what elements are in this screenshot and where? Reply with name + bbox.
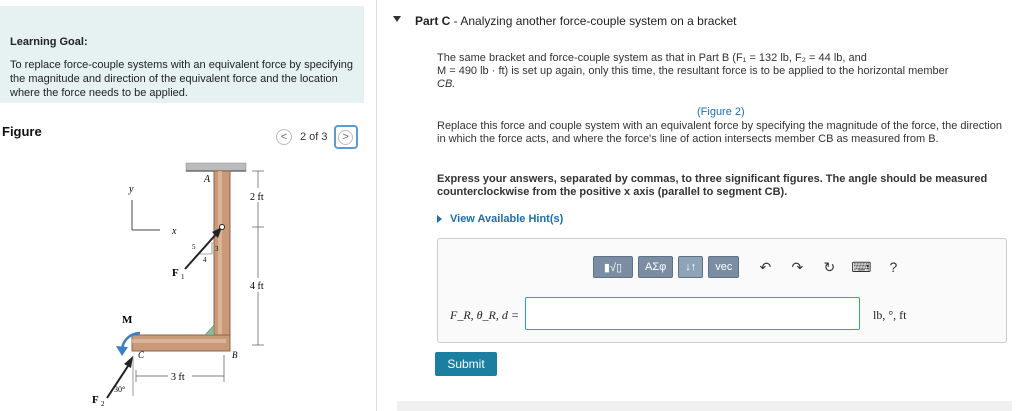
answer-instructions: Express your answers, separated by commas, to three significant figures. The angle should be measured counterclockwise from the positive x axis (parallel to segment CB).: [437, 173, 988, 198]
arrows-button[interactable]: ↓↑: [678, 256, 703, 278]
svg-text:5: 5: [192, 243, 196, 251]
angle-label: 30°: [114, 385, 126, 394]
figure-link[interactable]: (Figure 2): [697, 106, 745, 118]
left-panel: [0, 0, 376, 411]
part-header[interactable]: [415, 14, 737, 28]
answer-label: F_R, θ_R, d =: [450, 308, 519, 322]
wall-support: [186, 163, 246, 171]
answer-area: [437, 238, 1007, 343]
svg-text:4: 4: [203, 256, 207, 264]
collapse-caret-icon[interactable]: [393, 16, 401, 22]
task-description: Replace this force and couple system with an equivalent force by specifying the magnitude of the force, the direction in which the force acts, and where the force's line of action intersects member CB as measured from B.: [437, 120, 1002, 145]
slope-triangle: [200, 242, 212, 254]
figure-label: Figure: [2, 124, 42, 139]
keyboard-icon[interactable]: ⌨: [851, 258, 872, 275]
expand-triangle-icon: [437, 215, 442, 223]
help-button[interactable]: ?: [889, 259, 898, 275]
bracket-figure: [0, 150, 330, 411]
x-axis-label: x: [172, 226, 177, 237]
f2-label: F: [92, 394, 99, 406]
dim-2ft-label: 2 ft: [250, 192, 264, 203]
part-title: Part C - Analyzing another force-couple system on a bracket: [415, 14, 737, 28]
moment-label: M: [122, 314, 133, 326]
point-b-label: B: [232, 350, 238, 360]
answer-units: lb, °, ft: [873, 308, 907, 322]
point-c-label: C: [138, 350, 145, 360]
dim-3ft-label: 3 ft: [171, 372, 185, 383]
problem-statement: The same bracket and force-couple system as that in Part B (F₁ = 132 lb, F₂ = 44 lb, and M = 490 lb · ft) is set up again, only this time, the resultant force is to be applied to the horizontal member CB.: [437, 52, 949, 90]
figure-pager: [276, 125, 358, 149]
reset-icon[interactable]: ↻: [823, 258, 836, 275]
bottom-strip: [397, 401, 1012, 411]
learning-goal-title: Learning Goal:: [10, 36, 88, 48]
f2-subscript: 2: [101, 400, 105, 408]
dim-4ft-label: 4 ft: [250, 281, 264, 292]
greek-symbols-button[interactable]: ΑΣφ: [638, 256, 673, 278]
y-axis-label: y: [129, 184, 134, 195]
f1-label: F: [172, 267, 179, 279]
submit-button[interactable]: Submit: [435, 352, 497, 376]
answer-input[interactable]: [525, 297, 860, 330]
math-toolbar: [593, 256, 904, 278]
learning-goal-text: To replace force-couple systems with an equivalent force by specifying the magnitude and direction of the equivalent force and the location where the force needs to be applied.: [10, 59, 354, 99]
figure-page-count: 2 of 3: [300, 131, 328, 143]
f1-arrow-shaft: [185, 232, 218, 269]
chevron-right-icon: >: [342, 131, 349, 143]
view-hints-link[interactable]: View Available Hint(s): [437, 213, 563, 225]
f2-arrow-head: [124, 356, 133, 368]
templates-button[interactable]: ▮√▯: [593, 256, 633, 278]
chevron-left-icon: <: [280, 131, 288, 143]
next-figure-button[interactable]: [334, 125, 358, 149]
redo-icon[interactable]: ↷: [791, 258, 804, 275]
right-panel: [377, 0, 1024, 411]
vec-button[interactable]: vec: [708, 256, 739, 278]
learning-goal-box: [0, 6, 364, 103]
svg-text:3: 3: [215, 245, 219, 253]
prev-figure-button[interactable]: [276, 129, 292, 145]
f1-subscript: 1: [181, 273, 185, 281]
gusset: [205, 325, 214, 335]
point-a-label: A: [204, 174, 211, 185]
undo-icon[interactable]: ↶: [759, 258, 772, 275]
